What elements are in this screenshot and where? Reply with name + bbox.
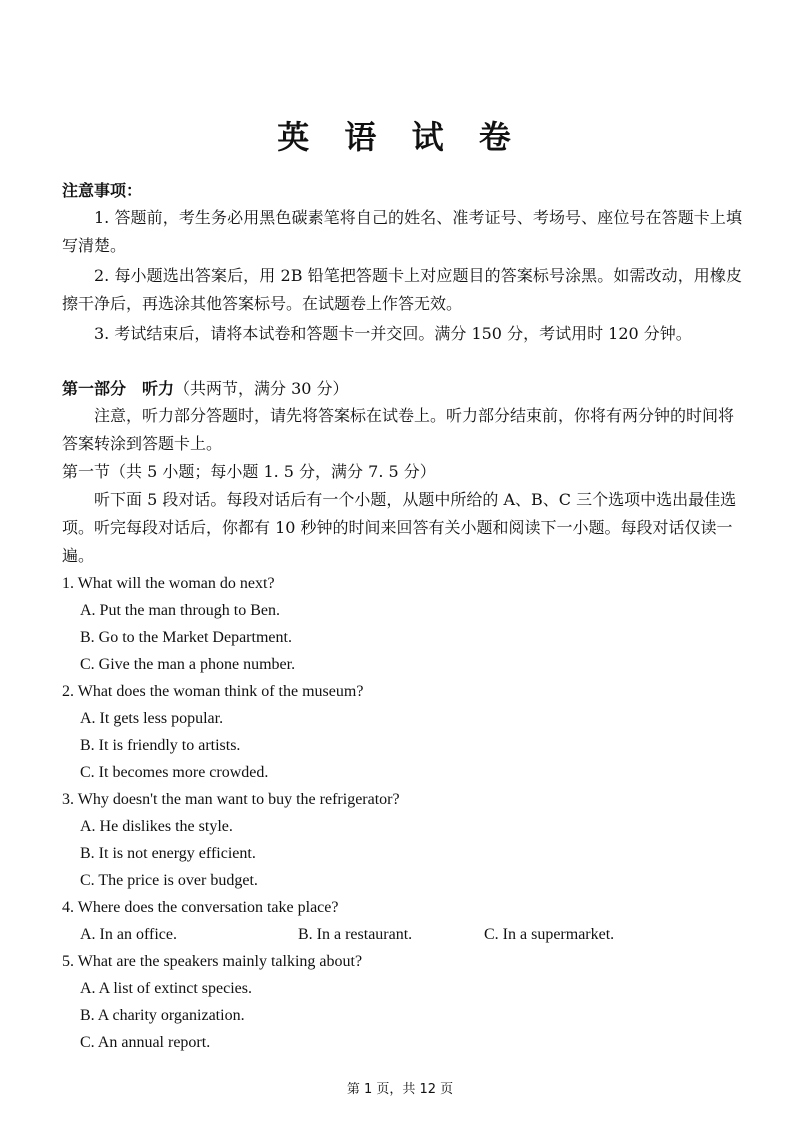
question-1-option-b: B. Go to the Market Department. [80, 629, 292, 646]
question-2-option-c: C. It becomes more crowded. [80, 764, 269, 781]
notice-item-1: 1. 答题前，考生务必用黑色碳素笔将自己的姓名、准考证号、考场号、座位号在答题卡上填写清楚。 [62, 208, 742, 255]
question-4-option-b: B. In a restaurant. [298, 926, 413, 943]
page-title: 英 语 试 卷 [277, 118, 523, 156]
question-3-option-a: A. He dislikes the style. [80, 818, 233, 835]
question-2-option-b: B. It is friendly to artists. [80, 737, 241, 754]
question-3-option-b: B. It is not energy efficient. [80, 845, 256, 862]
part1-heading-bold: 第一部分 听力 [62, 379, 175, 398]
question-5-option-b: B. A charity organization. [80, 1007, 245, 1024]
question-4-stem: 4. Where does the conversation take place? [62, 899, 339, 916]
question-5-option-c: C. An annual report. [80, 1034, 211, 1051]
question-3-stem: 3. Why doesn't the man want to buy the refrigerator? [62, 791, 400, 808]
question-1-stem: 1. What will the woman do next? [62, 575, 275, 592]
content [62, 178, 742, 1056]
question-4-options [80, 921, 742, 948]
part1-heading-rest: （共两节，满分 30 分） [174, 379, 349, 398]
question-5-stem: 5. What are the speakers mainly talking about? [62, 953, 363, 970]
question-1-option-a: A. Put the man through to Ben. [80, 602, 280, 619]
question-2-option-a: A. It gets less popular. [80, 710, 224, 727]
question-3-option-c: C. The price is over budget. [80, 872, 258, 889]
section1-instruction: 听下面 5 段对话。每段对话后有一个小题，从题中所给的 A、B、C 三个选项中选出最佳选项。听完每段对话后，你都有 10 秒钟的时间来回答有关小题和阅读下一小题。每段对话仅读一遍。 [62, 490, 737, 565]
question-4-option-a: A. In an office. [80, 926, 177, 943]
part1-heading [62, 376, 742, 402]
question-1-option-c: C. Give the man a phone number. [80, 656, 296, 673]
question-5-option-a: A. A list of extinct species. [80, 980, 252, 997]
listening-note: 注意，听力部分答题时，请先将答案标在试卷上。听力部分结束前，你将有两分钟的时间将答案转涂到答题卡上。 [62, 406, 735, 453]
page-footer: 第 1 页，共 12 页 [346, 1082, 454, 1097]
question-4-option-c: C. In a supermarket. [484, 926, 615, 943]
notice-item-3: 3. 考试结束后，请将本试卷和答题卡一并交回。满分 150 分，考试用时 120 分钟。 [94, 324, 692, 343]
question-2-stem: 2. What does the woman think of the museum? [62, 683, 364, 700]
notice-item-2: 2. 每小题选出答案后，用 2B 铅笔把答题卡上对应题目的答案标号涂黑。如需改动，用橡皮擦干净后，再选涂其他答案标号。在试题卷上作答无效。 [62, 266, 742, 313]
notice-heading: 注意事项： [62, 181, 143, 200]
section1-heading: 第一节（共 5 小题；每小题 1. 5 分，满分 7. 5 分） [62, 462, 436, 481]
